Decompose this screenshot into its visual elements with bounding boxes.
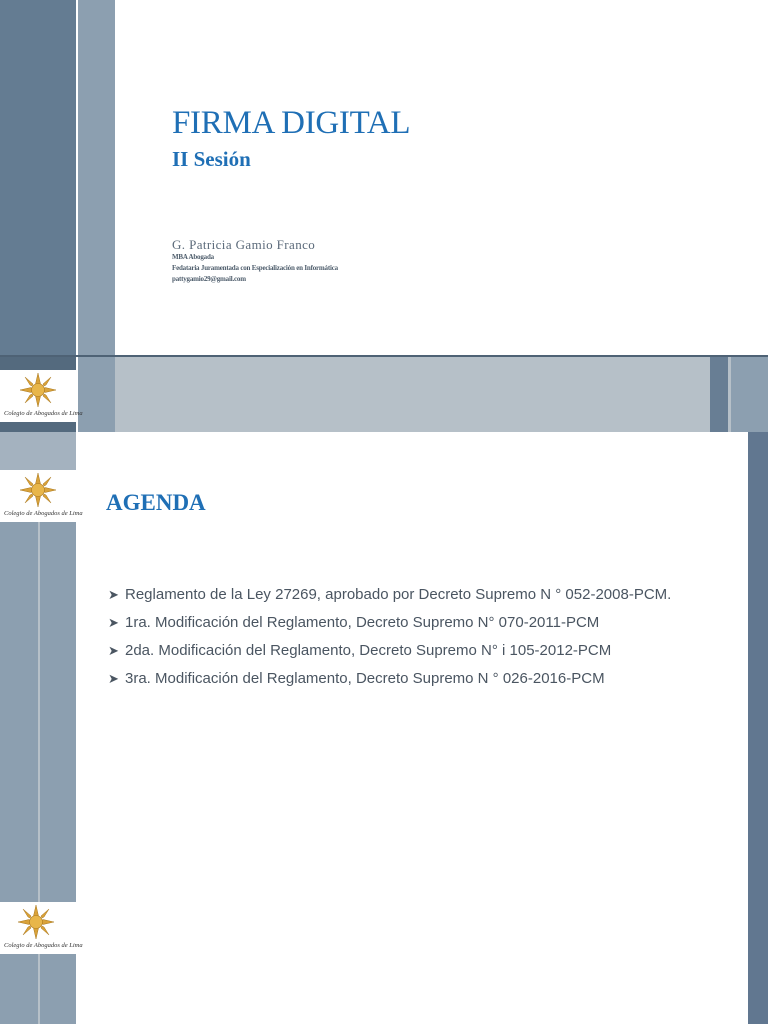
colegio-logo xyxy=(0,370,83,422)
arrow-bullet-icon: ➤ xyxy=(108,587,119,602)
sun-emblem-icon xyxy=(20,373,56,407)
agenda-title: AGENDA xyxy=(106,490,206,515)
bottom-decor-band xyxy=(78,357,768,432)
presentation-subtitle: II Sesión xyxy=(172,147,251,171)
agenda-item-text: 2da. Modificación del Reglamento, Decreto Supremo N° i 105-2012-PCM xyxy=(125,642,612,659)
arrow-bullet-icon: ➤ xyxy=(108,671,119,686)
right-decor-bar xyxy=(748,432,768,1024)
agenda-list xyxy=(108,586,708,698)
logo-caption: Colegio de Abogados de Lima xyxy=(4,510,83,517)
sun-emblem-icon xyxy=(18,905,54,939)
agenda-item-text: Reglamento de la Ley 27269, aprobado por Decreto Supremo N ° 052-2008-PCM. xyxy=(125,586,672,603)
presentation-title: FIRMA DIGITAL xyxy=(172,105,411,141)
author-degree: MBA Abogada xyxy=(172,253,214,261)
arrow-bullet-icon: ➤ xyxy=(108,643,119,658)
agenda-item xyxy=(108,614,708,631)
arrow-bullet-icon: ➤ xyxy=(108,615,119,630)
agenda-item-text: 3ra. Modificación del Reglamento, Decreto Supremo N ° 026-2016-PCM xyxy=(125,670,605,687)
title-slide xyxy=(0,0,768,432)
logo-caption: Colegio de Abogados de Lima xyxy=(4,410,83,417)
bottom-right-decor-bar-dark xyxy=(710,357,728,432)
left-top-decor-band xyxy=(0,432,76,470)
colegio-logo-top xyxy=(0,470,83,522)
author-specialization: Fedataria Juramentada con Especialización en Informática xyxy=(172,264,338,272)
agenda-item xyxy=(108,642,708,659)
bottom-right-decor-bar-light xyxy=(731,357,768,432)
left-decor-bar-light xyxy=(78,0,115,355)
author-email: pattygamio29@gmail.com xyxy=(172,275,246,283)
agenda-item xyxy=(108,586,708,603)
colegio-logo-bottom xyxy=(0,902,83,954)
agenda-item xyxy=(108,670,708,687)
agenda-item-text: 1ra. Modificación del Reglamento, Decreto Supremo N° 070-2011-PCM xyxy=(125,614,600,631)
agenda-slide xyxy=(0,432,768,1024)
left-decor-bar-dark xyxy=(0,0,76,355)
bottom-decor-band-left xyxy=(78,357,115,432)
author-name: G. Patricia Gamio Franco xyxy=(172,237,316,252)
logo-caption: Colegio de Abogados de Lima xyxy=(4,942,83,949)
sun-emblem-icon xyxy=(20,473,56,507)
